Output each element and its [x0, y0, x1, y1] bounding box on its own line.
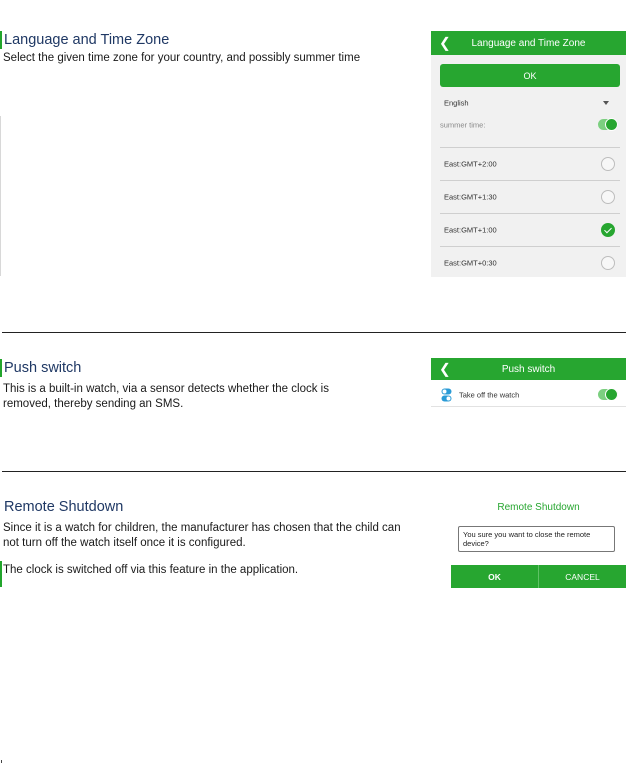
section-marker	[0, 31, 2, 49]
ok-button[interactable]: OK	[440, 64, 620, 87]
back-chevron-icon[interactable]: ❮	[439, 34, 451, 51]
message-line: You sure you want to close the remote	[463, 530, 591, 539]
description-line: removed, thereby sending an SMS.	[3, 398, 184, 410]
dropdown-caret-icon	[603, 101, 609, 105]
zone-radio[interactable]	[601, 190, 615, 204]
zone-radio[interactable]	[601, 157, 615, 171]
section-description-shutdown	[3, 521, 401, 551]
push-screen-title: Push switch	[501, 363, 556, 375]
description-line: not turn off the watch itself once it is configured.	[3, 537, 246, 549]
shutdown-note: The clock is switched off via this feature in the application.	[3, 564, 299, 576]
shutdown-dialog	[451, 500, 626, 588]
margin-line	[0, 116, 1, 276]
language-select[interactable]	[431, 94, 626, 112]
back-chevron-icon[interactable]: ❮	[439, 360, 451, 377]
language-screen-title: Language and Time Zone	[471, 37, 586, 49]
zone-label: East:GMT+0:30	[444, 258, 497, 268]
zone-radio-checked[interactable]	[601, 223, 615, 237]
summer-time-toggle[interactable]	[598, 119, 618, 130]
dialog-cancel-button[interactable]: CANCEL	[565, 571, 600, 582]
section-marker	[0, 359, 2, 377]
switch-icon	[441, 388, 452, 402]
message-line: device?	[463, 539, 489, 548]
description-line: Since it is a watch for children, the manufacturer has chosen that the child can	[3, 522, 401, 534]
section-divider	[2, 332, 626, 333]
section-marker	[0, 561, 2, 587]
summer-time-row	[431, 115, 626, 135]
page-mark	[1, 760, 2, 763]
zone-label: East:GMT+1:00	[444, 225, 497, 235]
language-screen	[431, 31, 626, 277]
take-off-toggle[interactable]	[598, 389, 618, 400]
section-divider	[2, 471, 626, 472]
dialog-title: Remote Shutdown	[497, 502, 580, 513]
zone-row[interactable]	[431, 214, 626, 246]
dialog-ok-button[interactable]: OK	[451, 565, 539, 588]
push-screen-header	[431, 358, 626, 380]
language-screen-header	[431, 31, 626, 55]
zone-row[interactable]	[431, 247, 626, 279]
section-heading-shutdown: Remote Shutdown	[4, 499, 124, 515]
dialog-buttons	[451, 565, 626, 588]
summer-time-label: summer time:	[440, 120, 486, 130]
section-description-push	[3, 382, 329, 412]
take-off-row	[431, 384, 626, 407]
section-heading-language: Language and Time Zone	[4, 32, 170, 48]
push-screen	[431, 358, 626, 410]
take-off-label: Take off the watch	[459, 390, 520, 400]
zone-radio[interactable]	[601, 256, 615, 270]
zone-label: East:GMT+1:30	[444, 192, 497, 202]
section-heading-push: Push switch	[4, 360, 82, 376]
description-line: This is a built-in watch, via a sensor detects whether the clock is	[3, 383, 329, 395]
zone-label: East:GMT+2:00	[444, 159, 497, 169]
dialog-message	[458, 526, 615, 552]
language-value: English	[444, 98, 469, 108]
zone-row[interactable]	[431, 148, 626, 180]
zone-row[interactable]	[431, 181, 626, 213]
section-description-language: Select the given time zone for your country, and possibly summer time	[3, 52, 361, 64]
